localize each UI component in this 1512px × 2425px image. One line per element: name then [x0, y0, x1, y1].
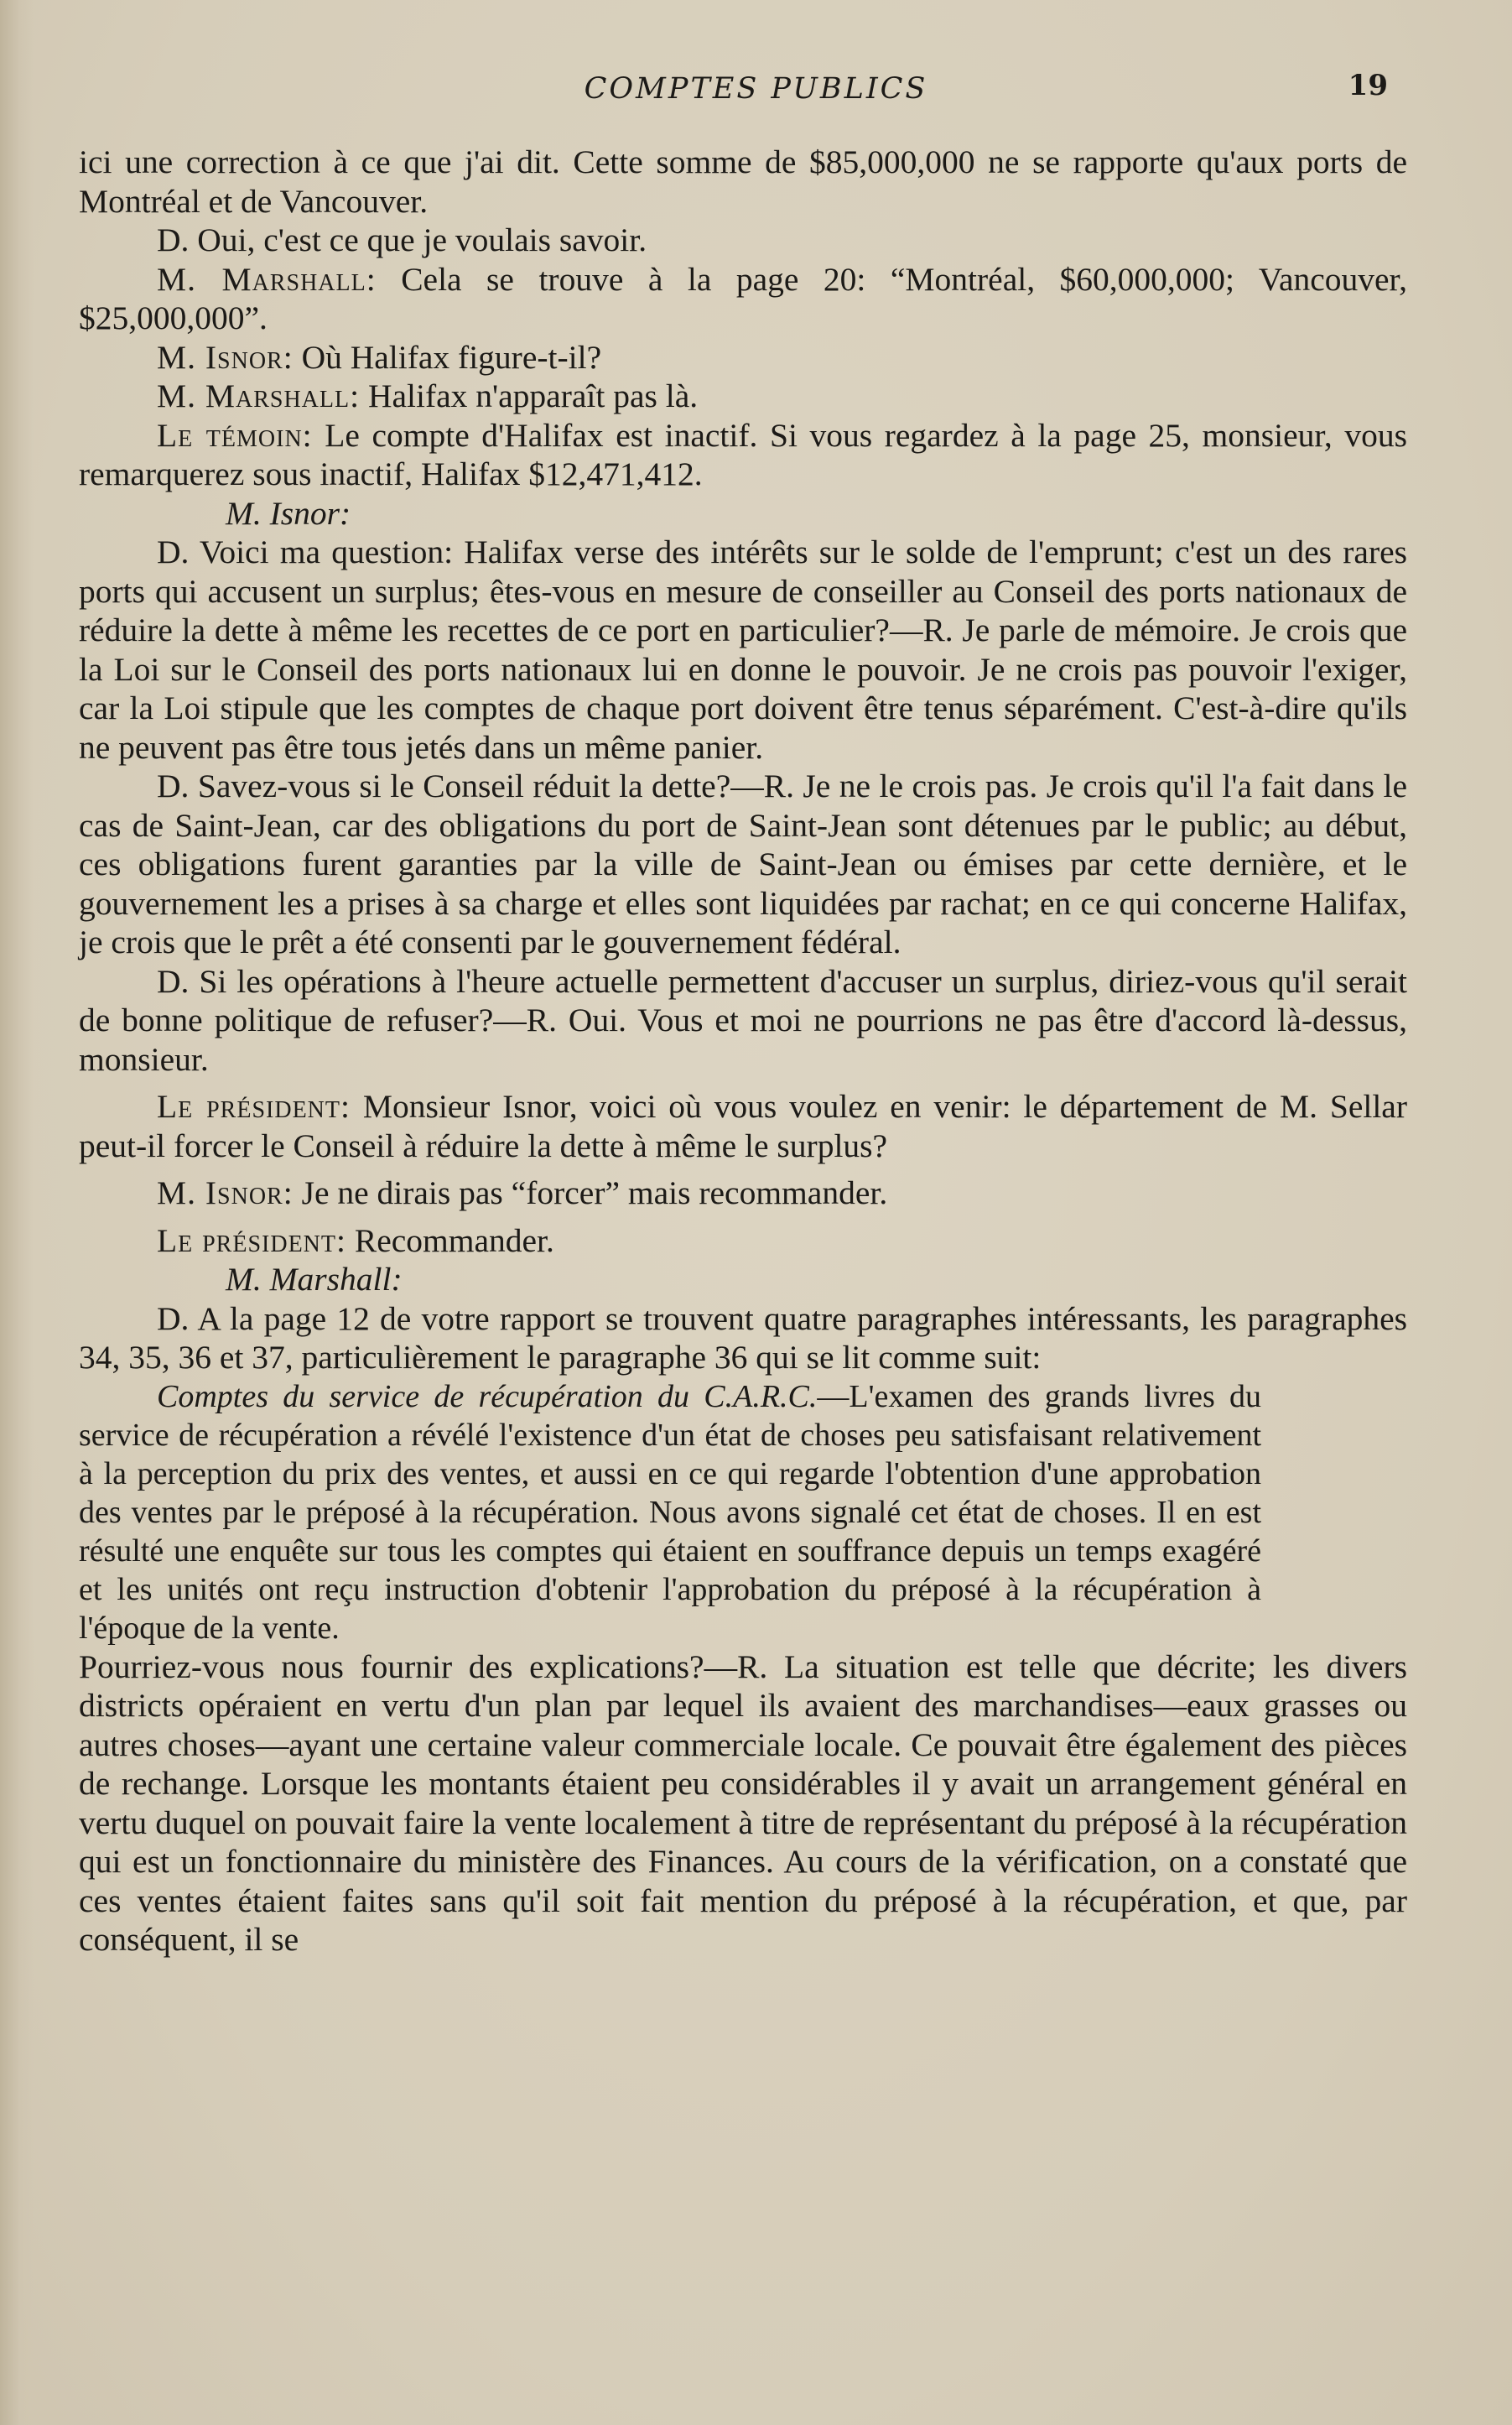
- running-title: COMPTES PUBLICS: [584, 72, 928, 106]
- speaker-name: Le témoin:: [157, 416, 313, 454]
- paragraph: D. A la page 12 de votre rapport se trouvent quatre paragraphes intéressants, les paragraphes 34, 35, 36 et 37, particulièrement le paragraphe 36 qui se lit comme suit:: [79, 1299, 1407, 1376]
- binding-shadow: [0, 0, 34, 2425]
- paragraph: [79, 416, 1407, 494]
- paragraph: [79, 1221, 1407, 1261]
- paragraph: D. Oui, c'est ce que je voulais savoir.: [157, 221, 647, 258]
- speaker-name: M. Isnor:: [157, 338, 294, 376]
- page-header: [0, 69, 1512, 114]
- paragraph: D. Si les opérations à l'heure actuelle permettent d'accuser un surplus, diriez-vous qu'il serait de bonne politique de refuser?—R. Oui. Vous et moi ne pourrions ne pas être d'accord là-dessus, monsieur.: [79, 962, 1407, 1078]
- paragraph: [79, 1173, 1407, 1213]
- speaker-name: M. Marshall:: [157, 260, 377, 298]
- section-subheading: M. Marshall:: [226, 1261, 403, 1298]
- paragraph: Pourriez-vous nous fournir des explications?—R. La situation est telle que décrite; les divers districts opéraient en vertu d'un plan par lequel ils avaient des marchandises—eaux grasses ou autres choses—ayant une certaine valeur commerciale locale. Ce pouvait être également des pièces de rechange. Lorsque les montants étaient peu considérables il y avait un arrangement général en vertu duquel on pouvait faire la vente localement à titre de représentant du préposé à la récupération qui est un fonctionnaire du ministère des Finances. Au cours de la vérification, on a constaté que ces ventes étaient faites sans qu'il soit fait mention du préposé à la récupération, et que, par conséquent, il se: [79, 1647, 1407, 1958]
- paragraph: D. Savez-vous si le Conseil réduit la dette?—R. Je ne le crois pas. Je crois qu'il l'a fait dans le cas de Saint-Jean, car des obligations du port de Saint-Jean sont détenues par le public; au début, ces obligations furent garanties par la ville de Saint-Jean ou émises par cette dernière, et le gouvernement les a prises à sa charge et elles sont liquidées par rachat; en ce qui concerne Halifax, je crois que le prêt a été consenti par le gouvernement fédéral.: [79, 768, 1407, 960]
- body-text: [79, 143, 1407, 1959]
- paragraph: [79, 260, 1407, 338]
- quote-title: Comptes du service de récupération du C.A.R.C.: [157, 1378, 818, 1414]
- paragraph: [79, 338, 1407, 377]
- speech-text: Je ne dirais pas “forcer” mais recommander.: [293, 1174, 888, 1211]
- speaker-name: M. Marshall:: [157, 377, 361, 414]
- paragraph: [79, 377, 1407, 416]
- speech-text: Cela se trouve à la page 20: “Montréal, $60,000,000; Vancouver, $25,000,000”.: [79, 260, 1407, 336]
- page-number: 19: [1348, 69, 1388, 102]
- speaker-name: Le président:: [157, 1088, 351, 1125]
- speech-text: Le compte d'Halifax est inactif. Si vous regardez à la page 25, monsieur, vous remarquerez sous inactif, Halifax $12,471,412.: [79, 416, 1407, 492]
- block-quote: [79, 1377, 1261, 1647]
- speaker-name: Le président:: [157, 1221, 346, 1259]
- speech-text: Où Halifax figure-t-il?: [293, 338, 602, 376]
- paragraph: D. Voici ma question: Halifax verse des intérêts sur le solde de l'emprunt; c'est un des rares ports qui accusent un surplus; êtes-vous en mesure de conseiller au Conseil des ports nationaux de réduire la dette à même les recettes de ce port en particulier?—R. Je parle de mémoire. Je crois que la Loi sur le Conseil des ports nationaux lui en donne le pouvoir. Je ne crois pas pouvoir l'exiger, car la Loi stipule que les comptes de chaque port doivent être tenus séparément. C'est-à-dire qu'ils ne peuvent pas être tous jetés dans un même panier.: [79, 533, 1407, 766]
- speech-text: Halifax n'apparaît pas là.: [360, 377, 699, 414]
- speech-text: Recommander.: [346, 1221, 554, 1259]
- speaker-name: M. Isnor:: [157, 1174, 294, 1211]
- quote-text: —L'examen des grands livres du service de récupération a révélé l'existence d'un état de choses peu satisfaisant relativement à la perception du prix des ventes, et aussi en ce qui regarde l'obtention d'une approbation des ventes par le préposé à la récupération. Nous avons signalé cet état de choses. Il en est résulté une enquête sur tous les comptes qui étaient en souffrance depuis un temps exagéré et les unités ont reçu instruction d'obtenir l'approbation du préposé à la récupération à l'époque de la vente.: [79, 1378, 1261, 1646]
- paragraph: ici une correction à ce que j'ai dit. Cette somme de $85,000,000 ne se rapporte qu'aux ports de Montréal et de Vancouver.: [79, 143, 1407, 220]
- paragraph: [79, 1087, 1407, 1165]
- section-subheading: M. Isnor:: [226, 494, 351, 532]
- speech-text: Monsieur Isnor, voici où vous voulez en venir: le département de M. Sellar peut-il forcer le Conseil à réduire la dette à même le surplus?: [79, 1088, 1407, 1164]
